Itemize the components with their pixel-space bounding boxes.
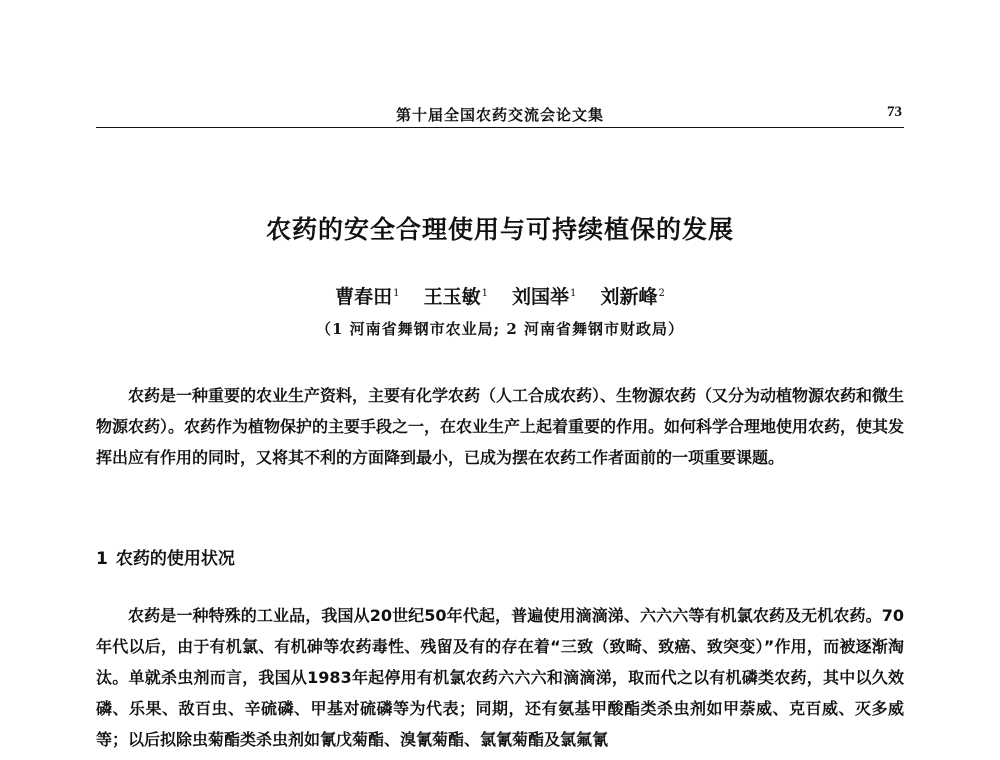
affiliations: （1 河南省舞钢市农业局; 2 河南省舞钢市财政局） xyxy=(315,320,685,338)
affiliation-mark: 2 xyxy=(658,287,665,299)
intro-paragraph: 农药是一种重要的农业生产资料，主要有化学农药（人工合成农药）、生物源农药（又分为动植物源农药和微生物源农药）。农药作为植物保护的主要手段之一，在农业生产上起着重要的作用。如何科学合理地使用农药，使其发挥出应有作用的同时，又将其不利的方面降到最小，已成为摆在农药工作者面前的一项重要课题。 xyxy=(96,386,905,467)
affiliation-mark: 1 xyxy=(393,287,400,299)
section-paragraph: 农药是一种特殊的工业品，我国从20世纪50年代起，普遍使用滴滴涕、六六六等有机氯农药及无机农药。70年代以后，由于有机氯、有机砷等农药毒性、残留及有的存在着“三致（致畸、致癌、致突变）”作用，而被逐渐淘汰。单就杀虫剂而言，我国从1983年起停用有机氯农药六六六和滴滴涕，取而代之以有机磷类农药，其中以久效磷、乐果、敌百虫、辛硫磷、甲基对硫磷等为代表；同期，还有氨基甲酸酯类杀虫剂如甲萘威、克百威、灭多威等；以后拟除虫菊酯类杀虫剂如氰戊菊酯、溴氰菊酯、氯氰菊酯及氯氟氰 xyxy=(96,606,904,749)
author-4 xyxy=(600,282,664,309)
affiliation-mark: 1 xyxy=(570,287,577,299)
running-title: 第十届全国农药交流会论文集 xyxy=(395,106,604,124)
section-number: 1 xyxy=(96,549,108,569)
author-2 xyxy=(424,282,488,309)
author-1 xyxy=(335,282,399,309)
author-3 xyxy=(512,282,576,309)
author-name: 王玉敏 xyxy=(423,286,481,308)
article-title: 农药的安全合理使用与可持续植保的发展 xyxy=(265,215,734,244)
section-heading xyxy=(96,544,235,569)
author-name: 曹春田 xyxy=(335,286,393,308)
affiliation-mark: 1 xyxy=(481,287,488,299)
section-title: 农药的使用状况 xyxy=(115,549,235,569)
header-rule xyxy=(96,127,904,128)
author-name: 刘新峰 xyxy=(600,286,658,308)
author-list xyxy=(96,282,904,309)
page-number: 73 xyxy=(887,104,902,120)
author-name: 刘国举 xyxy=(512,286,570,308)
